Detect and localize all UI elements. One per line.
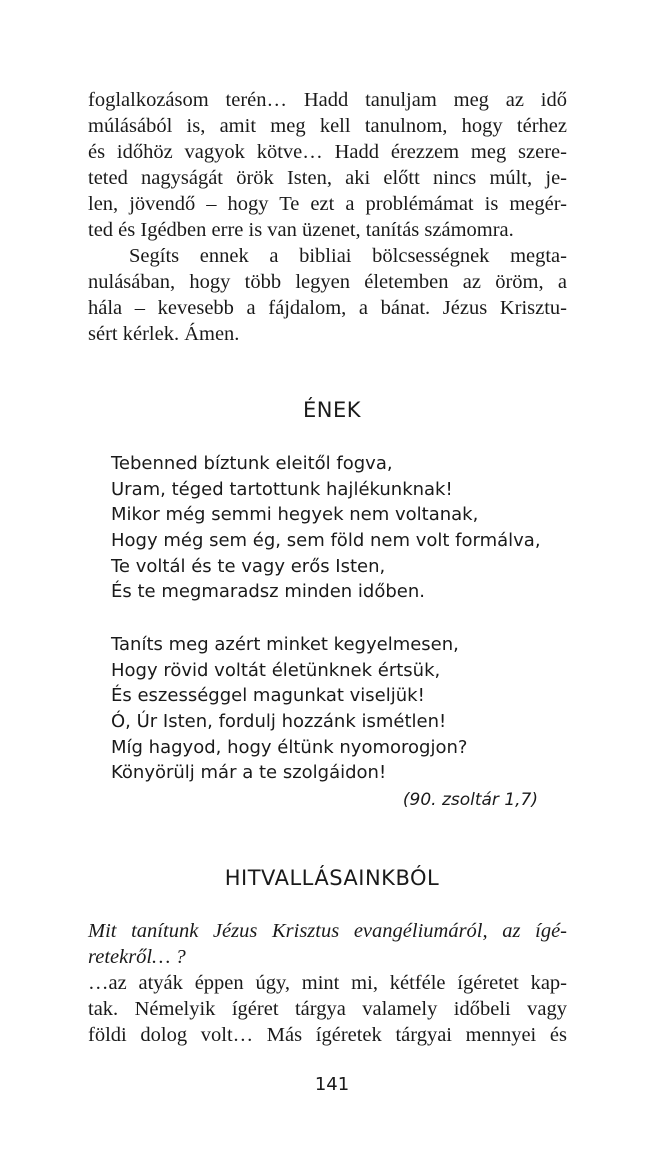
page-number: 141 [314, 1074, 350, 1095]
confession-heading: HITVALLÁSAINKBÓL [224, 866, 440, 890]
verse-line: Ó, Úr Isten, fordulj hozzánk ismétlen! [111, 711, 447, 733]
prayer-line: hála – kevesebb a fájdalom, a bánat. Jézus Krisztu- [88, 297, 567, 319]
verse-line: És eszességgel magunkat viseljük! [111, 685, 425, 707]
prayer-line: sért kérlek. Ámen. [88, 323, 240, 345]
prayer-line: ted és Igédben erre is van üzenet, tanítás számomra. [88, 219, 514, 241]
verse-line: Uram, téged tartottunk hajlékunknak! [111, 478, 453, 500]
song-stanza-1 [111, 451, 571, 605]
psalm-citation: (90. zsoltár 1,7) [402, 790, 538, 810]
verse-line: Taníts meg azért minket kegyelmesen, [111, 634, 459, 655]
prayer-line: nulásában, hogy több legyen életemben az öröm, a [88, 271, 567, 293]
verse-line: Hogy még sem ég, sem föld nem volt formálva, [111, 530, 541, 552]
question-line: Mit tanítunk Jézus Krisztus evangéliumáról, az ígé- [88, 920, 567, 942]
verse-line: Te voltál és te vagy erős Isten, [111, 555, 386, 577]
verse-line: Mikor még semmi hegyek nem voltanak, [111, 504, 479, 526]
answer-line: földi dolog volt… Más ígéretek tárgyai mennyei és [88, 1024, 567, 1046]
verse-line: És te megmaradsz minden időben. [111, 581, 425, 603]
prayer-text [88, 87, 567, 347]
verse-line: Hogy rövid voltát életünknek értsük, [111, 659, 441, 681]
song-stanza-2 [111, 632, 571, 786]
prayer-line: len, jövendő – hogy Te ezt a problémámat is megér- [88, 193, 567, 215]
verse-line: Míg hagyod, hogy éltünk nyomorogjon? [111, 736, 468, 758]
confession-text [88, 918, 567, 1048]
question-line: retekről… ? [88, 946, 186, 968]
prayer-line: teted nagyságát örök Isten, aki előtt nincs múlt, je- [88, 167, 567, 189]
answer-line: …az atyák éppen úgy, mint mi, kétféle ígéretet kap- [88, 972, 567, 994]
prayer-line: Segíts ennek a bibliai bölcsességnek megta- [129, 245, 567, 267]
prayer-line: foglalkozásom terén… Hadd tanuljam meg az idő [88, 89, 567, 111]
verse-line: Könyörülj már a te szolgáidon! [111, 762, 387, 784]
song-heading: ÉNEK [302, 398, 362, 422]
answer-line: tak. Némelyik ígéret tárgya valamely időbeli vagy [88, 998, 567, 1020]
prayer-line: múlásából is, amit meg kell tanulnom, hogy térhez [88, 115, 567, 137]
prayer-line: és időhöz vagyok kötve… Hadd érezzem meg szere- [88, 141, 567, 163]
verse-line: Tebenned bíztunk eleitől fogva, [111, 453, 393, 474]
